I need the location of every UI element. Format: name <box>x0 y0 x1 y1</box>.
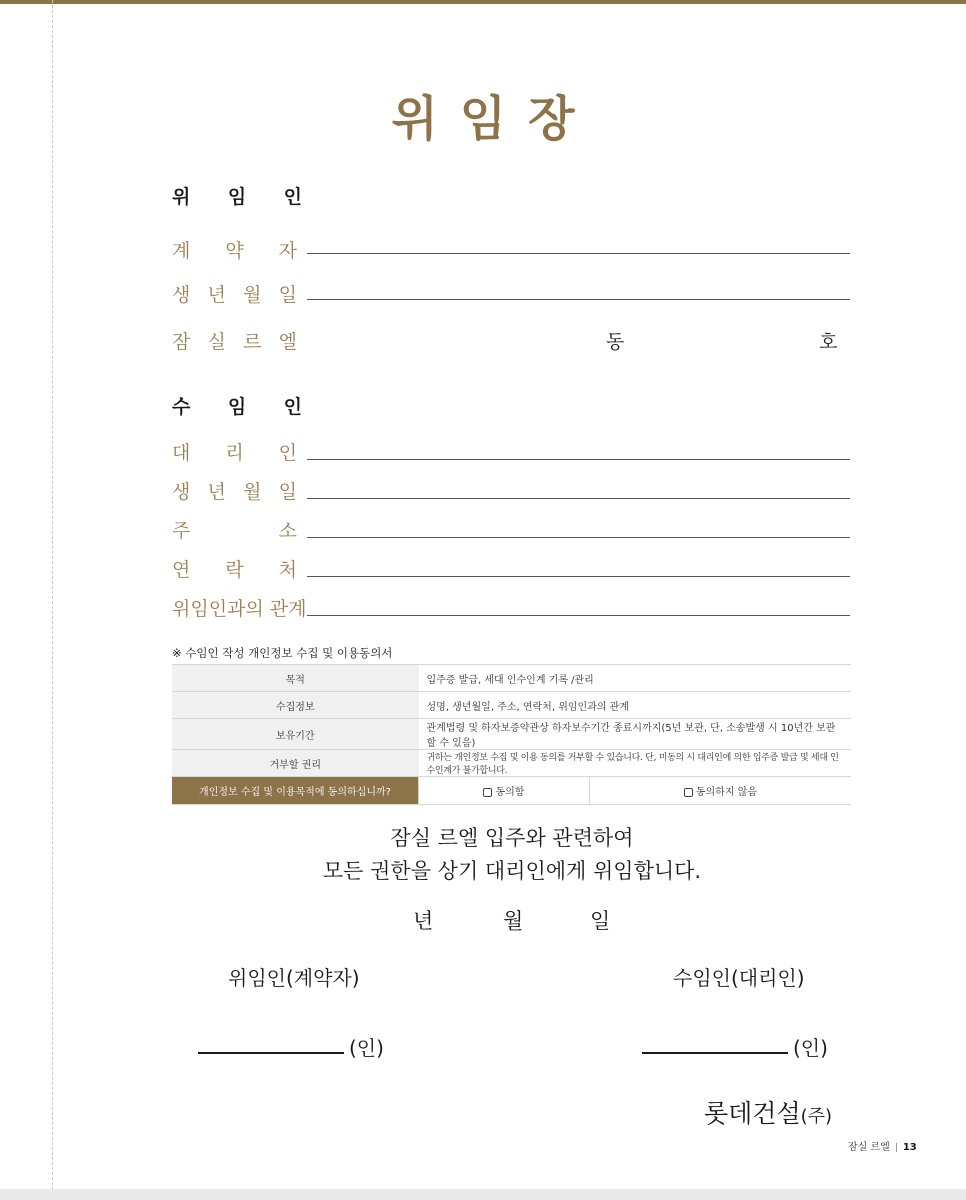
delegate-birthdate-label: 생 년 월 일 <box>172 481 297 503</box>
contact-label: 연 락 처 <box>172 559 297 581</box>
delegator-seal: (인) <box>349 1036 384 1060</box>
page-footer <box>848 1138 917 1153</box>
delegate-signature-line[interactable] <box>642 1052 788 1054</box>
unit-dong-label: 동 <box>606 331 625 353</box>
row-label: 거부할 권리 <box>172 750 419 777</box>
row-value: 관계법령 및 하자보증약관상 하자보수기간 종료시까지(5년 보관, 단, 소송발생 시 10년간 보관할 수 있음) <box>419 719 852 750</box>
address-label: 주 소 <box>172 520 297 542</box>
agent-input-line[interactable] <box>307 459 850 460</box>
unit-ho-label: 호 <box>819 331 838 353</box>
agree-checkbox[interactable] <box>483 788 492 797</box>
delegate-signature-label: 수임인(대리인) <box>673 966 805 990</box>
page-bottom-edge <box>0 1189 966 1200</box>
date-month: 월 <box>503 909 524 933</box>
delegator-signature-line[interactable] <box>198 1052 344 1054</box>
delegate-heading: 수 임 인 <box>172 396 302 418</box>
table-row <box>172 750 851 777</box>
agree-option[interactable] <box>419 777 590 805</box>
contact-input-line[interactable] <box>307 576 850 577</box>
footer-title: 잠실 르엘 <box>848 1142 890 1153</box>
page-title: 위임장 <box>391 91 597 147</box>
delegator-birthdate-label: 생 년 월 일 <box>172 284 297 306</box>
row-label: 보유기간 <box>172 719 419 750</box>
agent-label: 대 리 인 <box>172 442 297 464</box>
delegate-birthdate-input-line[interactable] <box>307 498 850 499</box>
statement-line-2: 모든 권한을 상기 대리인에게 위임합니다. <box>322 859 702 883</box>
table-row <box>172 692 851 719</box>
row-label: 목적 <box>172 665 419 692</box>
date-year: 년 <box>413 909 434 933</box>
row-value: 입주증 발급, 세대 인수인계 기록 /관리 <box>419 665 852 692</box>
contractor-input-line[interactable] <box>307 253 850 254</box>
delegate-seal: (인) <box>793 1036 828 1060</box>
delegation-statement <box>0 822 966 888</box>
consent-question: 개인정보 수집 및 이용목적에 동의하십니까? <box>172 777 419 805</box>
agree-label: 동의함 <box>495 787 525 798</box>
address-input-line[interactable] <box>307 537 850 538</box>
unit-label: 잠 실 르 엘 <box>172 331 297 353</box>
contractor-label: 계 약 자 <box>172 240 297 262</box>
page-number: 13 <box>902 1142 917 1153</box>
delegator-birthdate-input-line[interactable] <box>307 299 850 300</box>
row-value: 귀하는 개인정보 수집 및 이용 동의를 거부할 수 있습니다. 단, 미동의 시 대리인에 의한 입주증 발급 및 세대 인수인계가 불가합니다. <box>419 750 852 777</box>
binding-guide <box>52 0 53 1200</box>
disagree-checkbox[interactable] <box>684 788 693 797</box>
privacy-consent-table <box>172 664 851 805</box>
statement-line-1: 잠실 르엘 입주와 관련하여 <box>390 826 634 850</box>
table-row <box>172 719 851 750</box>
company-name: 롯데건설(주) <box>704 1099 833 1128</box>
date-day: 일 <box>590 909 611 933</box>
disagree-label: 동의하지 않음 <box>695 787 758 798</box>
table-row <box>172 665 851 692</box>
footer-divider <box>896 1143 897 1152</box>
consent-question-row <box>172 777 851 805</box>
relation-input-line[interactable] <box>307 615 850 616</box>
disagree-option[interactable] <box>589 777 851 805</box>
delegator-signature-label: 위임인(계약자) <box>228 966 360 990</box>
row-value: 성명, 생년월일, 주소, 연락처, 위임인과의 관계 <box>419 692 852 719</box>
top-accent-bar <box>0 0 966 4</box>
privacy-notice-title: ※ 수임인 작성 개인정보 수집 및 이용동의서 <box>172 646 393 660</box>
delegator-heading: 위 임 인 <box>172 186 302 208</box>
relation-label: 위임인과의 관계 <box>172 598 307 620</box>
row-label: 수집정보 <box>172 692 419 719</box>
